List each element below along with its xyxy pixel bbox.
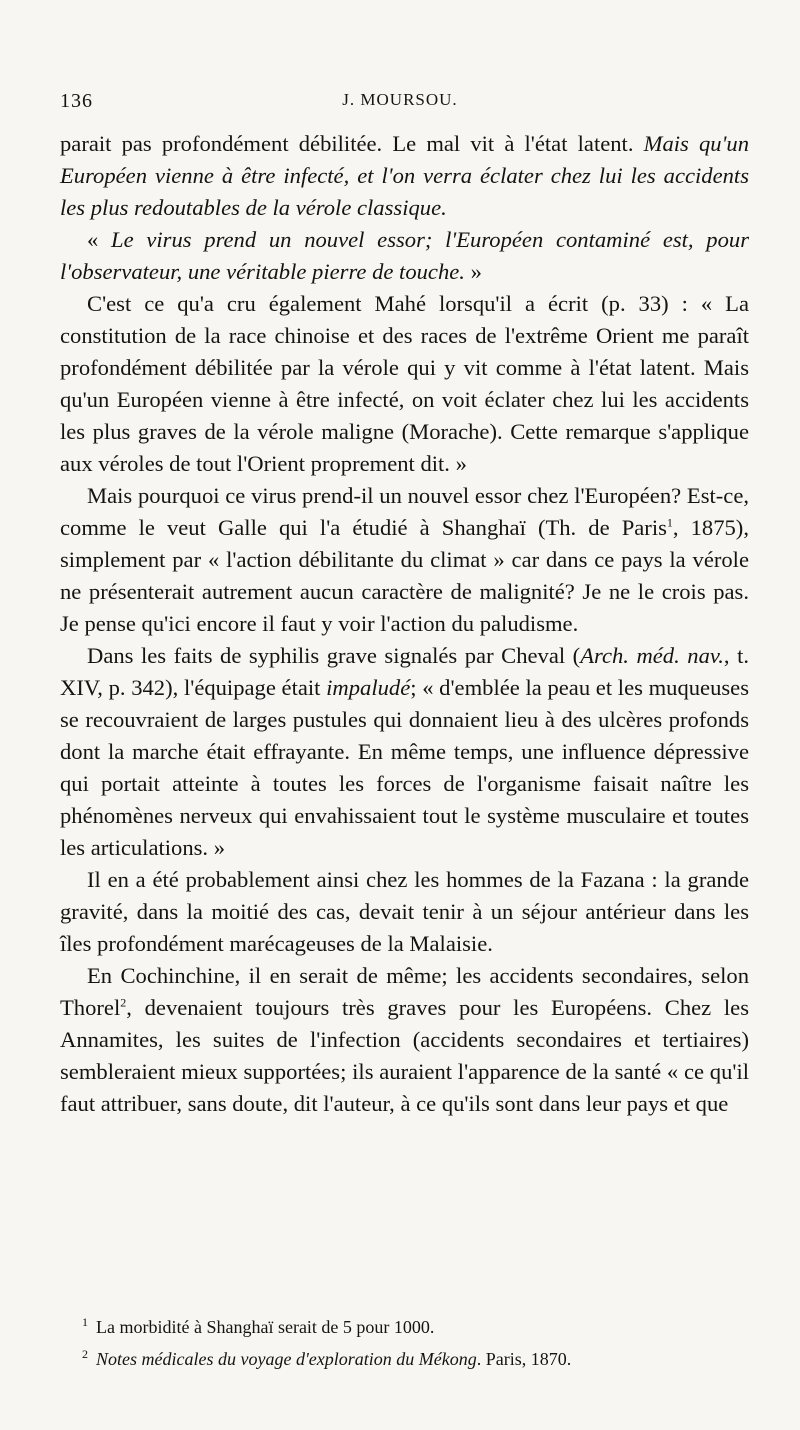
text-run: Mais pourquoi ce virus prend-il un nouvel essor chez l'Européen? Est-ce, comme le veut Galle qui l'a étudié à Shanghaï (Th. de Paris [60, 483, 749, 540]
body-text [60, 128, 749, 1120]
italic-run: Mais qu'un Européen vienne à être infecté, et l'on verra éclater chez lui les accidents les plus redoutables de la vérole classique. [60, 131, 750, 220]
paragraph [60, 960, 749, 1120]
text-run: , devenaient toujours très graves pour les Européens. Chez les Annamites, les suites de l'infection (accidents secondaires et tertiaires) sembleraient mieux supportées; ils auraient l'apparence de la santé « ce qu'il faut attribuer, sans doute, dit l'auteur, à ce qu'ils sont dans leur pays et que [60, 995, 749, 1116]
footnotes [82, 1309, 742, 1373]
italic-run: Arch. méd. nav. [580, 643, 724, 668]
text-run: ; « d'emblée la peau et les muqueuses se recouvraient de larges pustules qui donnaient lieu à des ulcères profonds dont la marche était effrayante. En même temps, une influence dépressive qui portait atteinte à toutes les forces de l'organisme faisait naître les phénomènes nerveux qui envahissaient tout le système musculaire et toutes les articulations. » [60, 675, 749, 860]
text-run: » [464, 259, 482, 284]
footnote [82, 1309, 742, 1341]
running-head: J. MOURSOU. [342, 90, 458, 109]
text-run: « [87, 227, 112, 252]
page-number: 136 [60, 90, 93, 112]
text-run: En Cochinchine, il en serait de même; les accidents secondaires, selon Thorel [60, 963, 749, 1020]
footnote-italic: Notes médicales du voyage d'exploration du Mékong [96, 1349, 477, 1369]
text-run: Dans les faits de syphilis grave signalés par Cheval ( [87, 643, 581, 668]
page-header [60, 90, 740, 120]
footnote-number: 2 [82, 1347, 88, 1361]
text-run: , 1875), simplement par « l'action débilitante du climat » car dans ce pays la vérole ne présenterait autrement aucun caractère de malignité? Je ne le crois pas. Je pense qu'ici encore il faut y voir l'action du paludisme. [60, 515, 749, 636]
footnote [82, 1341, 742, 1373]
italic-run: impaludé [326, 675, 411, 700]
text-run: C'est ce qu'a cru également Mahé lorsqu'il a écrit (p. 33) : « La constitution de la race chinoise et des races de l'extrême Orient me paraît profondément débilitée par la vérole qui y vit comme à l'état latent. Mais qu'un Européen vienne à être infecté, on voit éclater chez lui les accidents les plus graves de la vérole maligne (Morache). Cette remarque s'applique aux véroles de tout l'Orient proprement dit. » [60, 291, 749, 476]
paragraph [60, 128, 749, 224]
text-run: Il en a été probablement ainsi chez les hommes de la Fazana : la grande gravité, dans la moitié des cas, devait tenir à un séjour antérieur dans les îles profondément marécageuses de la Malaisie. [60, 867, 749, 956]
text-run: , t. XIV, p. 342), l'équipage était [60, 643, 749, 700]
paragraph [60, 864, 749, 960]
paragraph [60, 288, 749, 480]
paragraph [60, 480, 749, 640]
paragraph [60, 640, 749, 864]
footnote-text: . Paris, 1870. [476, 1349, 572, 1369]
footnote-ref: 2 [120, 995, 127, 1010]
footnote-text: La morbidité à Shanghaï serait de 5 pour 1000. [96, 1317, 435, 1337]
paragraph [60, 224, 749, 288]
text-run: parait pas profondément débilitée. Le mal vit à l'état latent. [60, 131, 644, 156]
footnote-number: 1 [82, 1315, 88, 1329]
italic-run: Le virus prend un nouvel essor; l'Européen contaminé est, pour l'observateur, une véritable pierre de touche. [60, 227, 749, 284]
footnote-ref: 1 [666, 515, 673, 530]
